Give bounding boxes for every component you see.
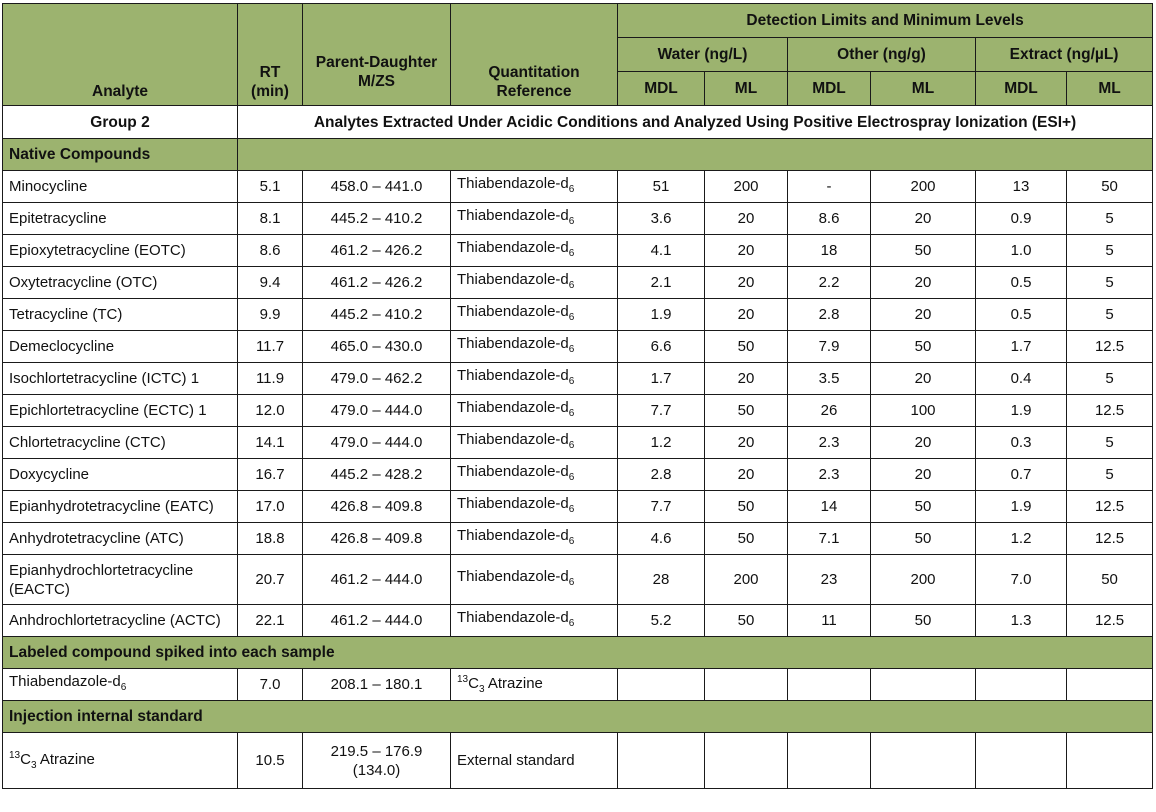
- cell-empty: [871, 669, 976, 701]
- cell-extract-ml: 5: [1067, 235, 1153, 267]
- cell-extract-mdl: 1.3: [976, 605, 1067, 637]
- col-header-water: Water (ng/L): [618, 38, 788, 72]
- cell-extract-ml: 12.5: [1067, 395, 1153, 427]
- cell-other-mdl: 18: [788, 235, 871, 267]
- cell-water-mdl: 4.6: [618, 523, 705, 555]
- table-row: [3, 733, 1153, 789]
- cell-quantitation-reference: Thiabendazole-$d_6$: [451, 605, 618, 637]
- cell-empty: [1067, 733, 1153, 789]
- cell-extract-mdl: 1.7: [976, 331, 1067, 363]
- table-row: [3, 491, 1153, 523]
- cell-water-mdl: 51: [618, 171, 705, 203]
- cell-quantitation-reference: Thiabendazole-$d_6$: [451, 555, 618, 605]
- cell-other-mdl: 14: [788, 491, 871, 523]
- cell-other-mdl: 23: [788, 555, 871, 605]
- cell-parent-daughter: 445.2 – 428.2: [303, 459, 451, 491]
- cell-other-mdl: 2.3: [788, 459, 871, 491]
- cell-rt: 12.0: [238, 395, 303, 427]
- cell-water-mdl: 1.9: [618, 299, 705, 331]
- cell-parent-daughter: 445.2 – 410.2: [303, 299, 451, 331]
- cell-extract-mdl: 0.5: [976, 299, 1067, 331]
- cell-parent-daughter: 479.0 – 444.0: [303, 427, 451, 459]
- cell-extract-mdl: 1.0: [976, 235, 1067, 267]
- col-header-water-mdl: MDL: [618, 72, 705, 106]
- table-row: [3, 203, 1153, 235]
- cell-extract-mdl: 7.0: [976, 555, 1067, 605]
- table-row: [3, 427, 1153, 459]
- group-label: Group 2: [3, 106, 238, 139]
- table-row: [3, 299, 1153, 331]
- cell-parent-daughter: 461.2 – 426.2: [303, 267, 451, 299]
- cell-empty: [1067, 669, 1153, 701]
- cell-analyte: Epianhydrochlortetracycline (EACTC): [3, 555, 238, 605]
- cell-extract-ml: 5: [1067, 363, 1153, 395]
- cell-water-ml: 20: [705, 459, 788, 491]
- cell-water-ml: 20: [705, 203, 788, 235]
- table-row: [3, 331, 1153, 363]
- table-row: [3, 267, 1153, 299]
- cell-quantitation-reference: Thiabendazole-$d_6$: [451, 299, 618, 331]
- section-native-compounds: Native Compounds: [3, 139, 238, 171]
- cell-parent-daughter: 208.1 – 180.1: [303, 669, 451, 701]
- cell-water-ml: 200: [705, 171, 788, 203]
- cell-parent-daughter: 445.2 – 410.2: [303, 203, 451, 235]
- cell-rt: 8.6: [238, 235, 303, 267]
- cell-analyte: Anhdrochlortetracycline (ACTC): [3, 605, 238, 637]
- cell-water-ml: 20: [705, 299, 788, 331]
- cell-extract-ml: 12.5: [1067, 523, 1153, 555]
- section-native-filler: [238, 139, 1153, 171]
- cell-other-ml: 200: [871, 171, 976, 203]
- cell-extract-mdl: 1.9: [976, 395, 1067, 427]
- table-row: [3, 523, 1153, 555]
- detection-limits-table: [2, 3, 1153, 789]
- cell-rt: 7.0: [238, 669, 303, 701]
- table-row: [3, 669, 1153, 701]
- cell-water-mdl: 2.1: [618, 267, 705, 299]
- section-labeled-compound: Labeled compound spiked into each sample: [3, 637, 1153, 669]
- cell-rt: 9.4: [238, 267, 303, 299]
- cell-extract-mdl: 13: [976, 171, 1067, 203]
- cell-water-mdl: 1.2: [618, 427, 705, 459]
- cell-other-mdl: 7.1: [788, 523, 871, 555]
- cell-analyte: Thiabendazole-$d_6$: [3, 669, 238, 701]
- cell-other-mdl: 3.5: [788, 363, 871, 395]
- table-row: [3, 363, 1153, 395]
- col-header-rt: RT (min): [238, 4, 303, 106]
- cell-water-ml: 50: [705, 491, 788, 523]
- cell-quantitation-reference: Thiabendazole-$d_6$: [451, 267, 618, 299]
- cell-empty: [618, 669, 705, 701]
- cell-analyte: Chlortetracycline (CTC): [3, 427, 238, 459]
- table-row: [3, 395, 1153, 427]
- cell-rt: 16.7: [238, 459, 303, 491]
- cell-water-ml: 20: [705, 363, 788, 395]
- cell-other-mdl: 2.8: [788, 299, 871, 331]
- cell-other-ml: 20: [871, 459, 976, 491]
- cell-water-mdl: 7.7: [618, 395, 705, 427]
- cell-rt: 8.1: [238, 203, 303, 235]
- cell-other-mdl: 26: [788, 395, 871, 427]
- cell-extract-ml: 12.5: [1067, 331, 1153, 363]
- cell-extract-ml: 5: [1067, 459, 1153, 491]
- cell-extract-ml: 50: [1067, 555, 1153, 605]
- table-row: [3, 555, 1153, 605]
- cell-other-ml: 20: [871, 203, 976, 235]
- cell-parent-daughter: 461.2 – 426.2: [303, 235, 451, 267]
- cell-analyte: Epichlortetracycline (ECTC) 1: [3, 395, 238, 427]
- cell-quantitation-reference: Thiabendazole-$d_6$: [451, 523, 618, 555]
- cell-analyte: Isochlortetracycline (ICTC) 1: [3, 363, 238, 395]
- cell-water-mdl: 7.7: [618, 491, 705, 523]
- table-row: [3, 459, 1153, 491]
- group-description: Analytes Extracted Under Acidic Conditions and Analyzed Using Positive Electrospray Ionization (ESI+): [238, 106, 1153, 139]
- cell-other-ml: 20: [871, 267, 976, 299]
- cell-other-ml: 50: [871, 491, 976, 523]
- col-header-other-ml: ML: [871, 72, 976, 106]
- cell-analyte: Epioxytetracycline (EOTC): [3, 235, 238, 267]
- cell-water-ml: 50: [705, 395, 788, 427]
- cell-water-ml: 20: [705, 267, 788, 299]
- cell-analyte: Minocycline: [3, 171, 238, 203]
- cell-water-ml: 200: [705, 555, 788, 605]
- cell-parent-daughter: 219.5 – 176.9 (134.0): [303, 733, 451, 789]
- cell-empty: [705, 733, 788, 789]
- cell-empty: [705, 669, 788, 701]
- cell-water-mdl: 1.7: [618, 363, 705, 395]
- cell-quantitation-reference: External standard: [451, 733, 618, 789]
- cell-extract-mdl: 0.4: [976, 363, 1067, 395]
- cell-water-ml: 20: [705, 235, 788, 267]
- cell-empty: [976, 669, 1067, 701]
- cell-empty: [788, 733, 871, 789]
- cell-quantitation-reference: Thiabendazole-$d_6$: [451, 363, 618, 395]
- cell-extract-ml: 5: [1067, 299, 1153, 331]
- col-header-other-mdl: MDL: [788, 72, 871, 106]
- col-header-water-ml: ML: [705, 72, 788, 106]
- cell-rt: 11.7: [238, 331, 303, 363]
- cell-extract-ml: 5: [1067, 427, 1153, 459]
- cell-analyte: Doxycycline: [3, 459, 238, 491]
- cell-quantitation-reference: Thiabendazole-$d_6$: [451, 427, 618, 459]
- cell-water-mdl: 28: [618, 555, 705, 605]
- cell-water-mdl: 6.6: [618, 331, 705, 363]
- col-header-analyte: Analyte: [3, 4, 238, 106]
- cell-other-ml: 50: [871, 331, 976, 363]
- cell-water-mdl: 5.2: [618, 605, 705, 637]
- cell-other-mdl: 7.9: [788, 331, 871, 363]
- cell-other-ml: 200: [871, 555, 976, 605]
- col-header-extract-ml: ML: [1067, 72, 1153, 106]
- cell-other-mdl: 2.3: [788, 427, 871, 459]
- cell-other-mdl: 11: [788, 605, 871, 637]
- table-row: [3, 605, 1153, 637]
- cell-parent-daughter: 479.0 – 444.0: [303, 395, 451, 427]
- cell-analyte: Tetracycline (TC): [3, 299, 238, 331]
- col-header-extract: Extract (ng/µL): [976, 38, 1153, 72]
- cell-analyte: Epitetracycline: [3, 203, 238, 235]
- cell-other-ml: 100: [871, 395, 976, 427]
- cell-water-ml: 50: [705, 523, 788, 555]
- cell-rt: 14.1: [238, 427, 303, 459]
- cell-quantitation-reference: Thiabendazole-$d_6$: [451, 235, 618, 267]
- cell-water-ml: 50: [705, 605, 788, 637]
- cell-extract-mdl: 0.5: [976, 267, 1067, 299]
- col-header-quantitation: Quantitation Reference: [451, 4, 618, 106]
- cell-extract-mdl: 1.2: [976, 523, 1067, 555]
- cell-rt: 18.8: [238, 523, 303, 555]
- cell-other-mdl: 2.2: [788, 267, 871, 299]
- cell-extract-ml: 12.5: [1067, 491, 1153, 523]
- cell-analyte: Demeclocycline: [3, 331, 238, 363]
- cell-rt: 5.1: [238, 171, 303, 203]
- cell-water-ml: 20: [705, 427, 788, 459]
- cell-quantitation-reference: Thiabendazole-$d_6$: [451, 491, 618, 523]
- cell-rt: 22.1: [238, 605, 303, 637]
- cell-quantitation-reference: Thiabendazole-$d_6$: [451, 171, 618, 203]
- table-row: [3, 235, 1153, 267]
- cell-rt: 10.5: [238, 733, 303, 789]
- cell-other-ml: 50: [871, 523, 976, 555]
- cell-empty: [976, 733, 1067, 789]
- cell-water-mdl: 4.1: [618, 235, 705, 267]
- cell-empty: [871, 733, 976, 789]
- cell-extract-mdl: 0.7: [976, 459, 1067, 491]
- cell-other-ml: 20: [871, 427, 976, 459]
- cell-water-mdl: 3.6: [618, 203, 705, 235]
- cell-analyte: Anhydrotetracycline (ATC): [3, 523, 238, 555]
- cell-parent-daughter: 458.0 – 441.0: [303, 171, 451, 203]
- cell-extract-mdl: 0.9: [976, 203, 1067, 235]
- cell-analyte: $^{13}C_3$ Atrazine: [3, 733, 238, 789]
- cell-other-ml: 20: [871, 299, 976, 331]
- cell-parent-daughter: 461.2 – 444.0: [303, 555, 451, 605]
- col-header-parent-daughter: Parent-Daughter M/ZS: [303, 4, 451, 106]
- col-header-extract-mdl: MDL: [976, 72, 1067, 106]
- cell-quantitation-reference: Thiabendazole-$d_6$: [451, 203, 618, 235]
- cell-extract-mdl: 1.9: [976, 491, 1067, 523]
- cell-quantitation-reference: Thiabendazole-$d_6$: [451, 395, 618, 427]
- cell-rt: 20.7: [238, 555, 303, 605]
- cell-rt: 11.9: [238, 363, 303, 395]
- cell-rt: 9.9: [238, 299, 303, 331]
- cell-quantitation-reference: Thiabendazole-$d_6$: [451, 331, 618, 363]
- cell-empty: [618, 733, 705, 789]
- cell-quantitation-reference: $^{13}C_3$ Atrazine: [451, 669, 618, 701]
- cell-parent-daughter: 426.8 – 409.8: [303, 523, 451, 555]
- cell-analyte: Oxytetracycline (OTC): [3, 267, 238, 299]
- cell-parent-daughter: 426.8 – 409.8: [303, 491, 451, 523]
- cell-rt: 17.0: [238, 491, 303, 523]
- cell-parent-daughter: 461.2 – 444.0: [303, 605, 451, 637]
- cell-extract-ml: 5: [1067, 203, 1153, 235]
- cell-extract-ml: 50: [1067, 171, 1153, 203]
- col-header-other: Other (ng/g): [788, 38, 976, 72]
- section-injection-standard: Injection internal standard: [3, 701, 1153, 733]
- cell-parent-daughter: 465.0 – 430.0: [303, 331, 451, 363]
- cell-analyte: Epianhydrotetracycline (EATC): [3, 491, 238, 523]
- cell-extract-ml: 12.5: [1067, 605, 1153, 637]
- cell-other-mdl: -: [788, 171, 871, 203]
- cell-water-mdl: 2.8: [618, 459, 705, 491]
- cell-other-mdl: 8.6: [788, 203, 871, 235]
- cell-other-ml: 50: [871, 235, 976, 267]
- cell-water-ml: 50: [705, 331, 788, 363]
- cell-other-ml: 50: [871, 605, 976, 637]
- cell-extract-ml: 5: [1067, 267, 1153, 299]
- table-row: [3, 171, 1153, 203]
- cell-parent-daughter: 479.0 – 462.2: [303, 363, 451, 395]
- cell-other-ml: 20: [871, 363, 976, 395]
- cell-quantitation-reference: Thiabendazole-$d_6$: [451, 459, 618, 491]
- cell-extract-mdl: 0.3: [976, 427, 1067, 459]
- col-header-detection-limits: Detection Limits and Minimum Levels: [618, 4, 1153, 38]
- cell-empty: [788, 669, 871, 701]
